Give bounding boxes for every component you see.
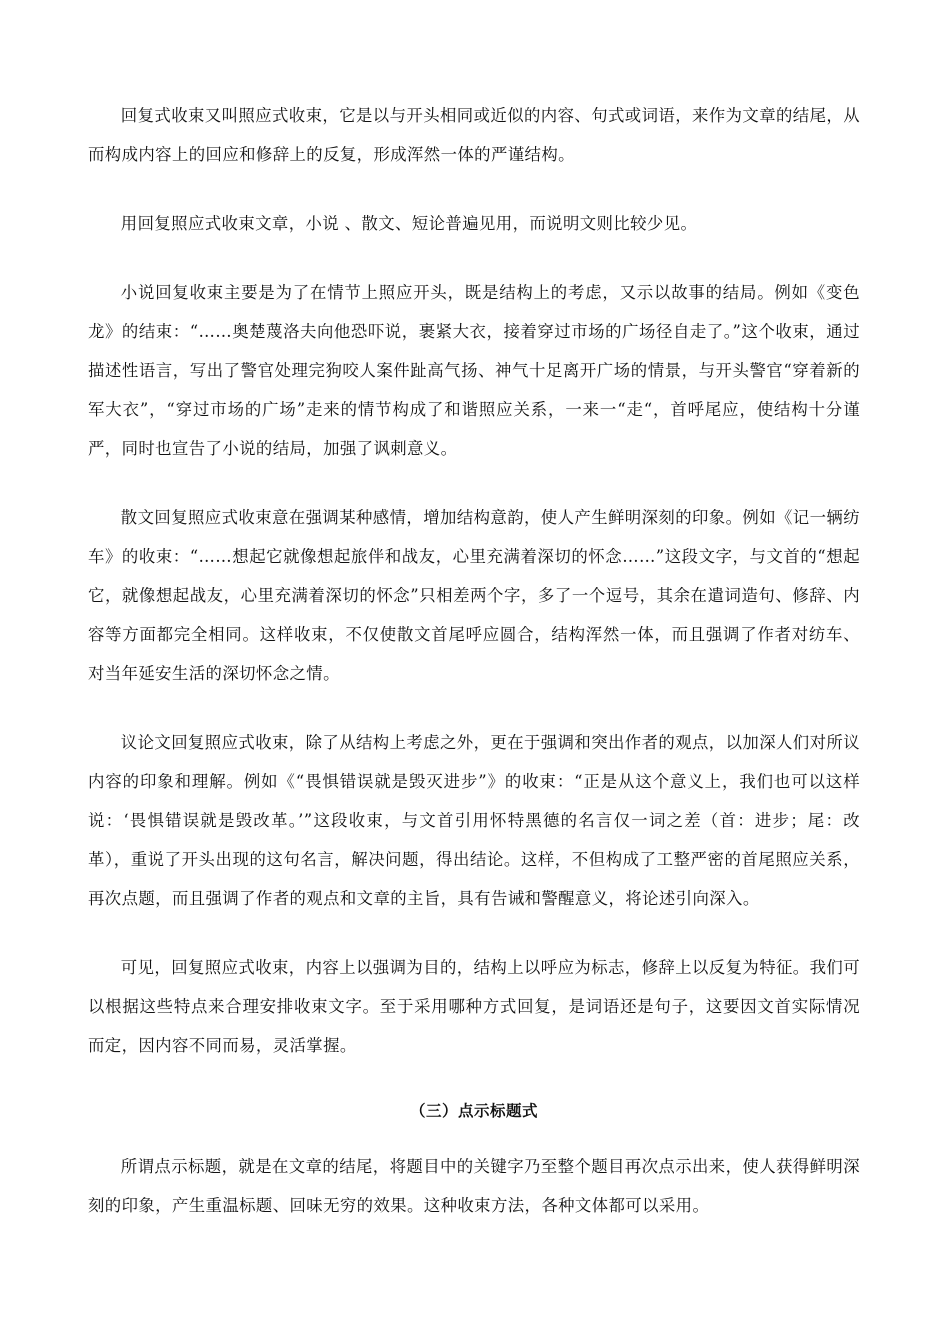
- paragraph-prose-example: 散文回复照应式收束意在强调某种感情，增加结构意韵，使人产生鲜明深刻的印象。例如《记一辆纺车》的收束：“……想起它就像想起旅伴和战友，心里充满着深切的怀念……”这段文字，与文首的“想起它，就像想起战友，心里充满着深切的怀念”只相差两个字，多了一个逗号，其余在遣词造句、修辞、内容等方面都完全相同。这样收束，不仅使散文首尾呼应圆合，结构浑然一体，而且强调了作者对纺车、对当年延安生活的深切怀念之情。: [88, 508, 860, 683]
- paragraph-novel-example: 小说回复收束主要是为了在情节上照应开头，既是结构上的考虑，又示以故事的结局。例如《变色龙》的结束：“……奥楚蔑洛夫向他恐吓说，裹紧大衣，接着穿过市场的广场径自走了。”这个收束，通过描述性语言，写出了警官处理完狗咬人案件趾高气扬、神气十足离开广场的情景，与开头警官“穿着新的军大衣”，“穿过市场的广场”走来的情节构成了和谐照应关系，一来一“走“，首呼尾应，使结构十分谨严，同时也宣告了小说的结局，加强了讽刺意义。: [88, 283, 860, 458]
- paragraph-summary: 可见，回复照应式收束，内容上以强调为目的，结构上以呼应为标志，修辞上以反复为特征。我们可以根据这些特点来合理安排收束文字。至于采用哪种方式回复，是词语还是句子，这要因文首实际情况而定，因内容不同而易，灵活掌握。: [88, 958, 860, 1055]
- document-page: [88, 96, 860, 1255]
- paragraph-title-definition: 所谓点示标题，就是在文章的结尾，将题目中的关键字乃至整个题目再次点示出来，使人获得鲜明深刻的印象，产生重温标题、回味无穷的效果。这种收束方法，各种文体都可以采用。: [88, 1157, 860, 1215]
- paragraph-echo-usage: 用回复照应式收束文章，小说 、散文、短论普遍见用，而说明文则比较少见。: [120, 214, 698, 233]
- paragraph-echo-definition: 回复式收束又叫照应式收束，它是以与开头相同或近似的内容、句式或词语，来作为文章的结尾，从而构成内容上的回应和修辞上的反复，形成浑然一体的严谨结构。: [88, 106, 860, 164]
- paragraph-argument-example: 议论文回复照应式收束，除了从结构上考虑之外，更在于强调和突出作者的观点，以加深人们对所议内容的印象和理解。例如《“畏惧错误就是毁灭进步”》的收束：“正是从这个意义上，我们也可以这样说：‘畏惧错误就是毁改革。’”这段收束，与文首引用怀特黑德的名言仅一词之差（首：进步；尾：改革），重说了开头出现的这句名言，解决问题，得出结论。这样，不但构成了工整严密的首尾照应关系，再次点题，而且强调了作者的观点和文章的主旨，具有告诫和警醒意义，将论述引向深入。: [88, 733, 860, 908]
- section-heading: （三）点示标题式: [409, 1102, 538, 1120]
